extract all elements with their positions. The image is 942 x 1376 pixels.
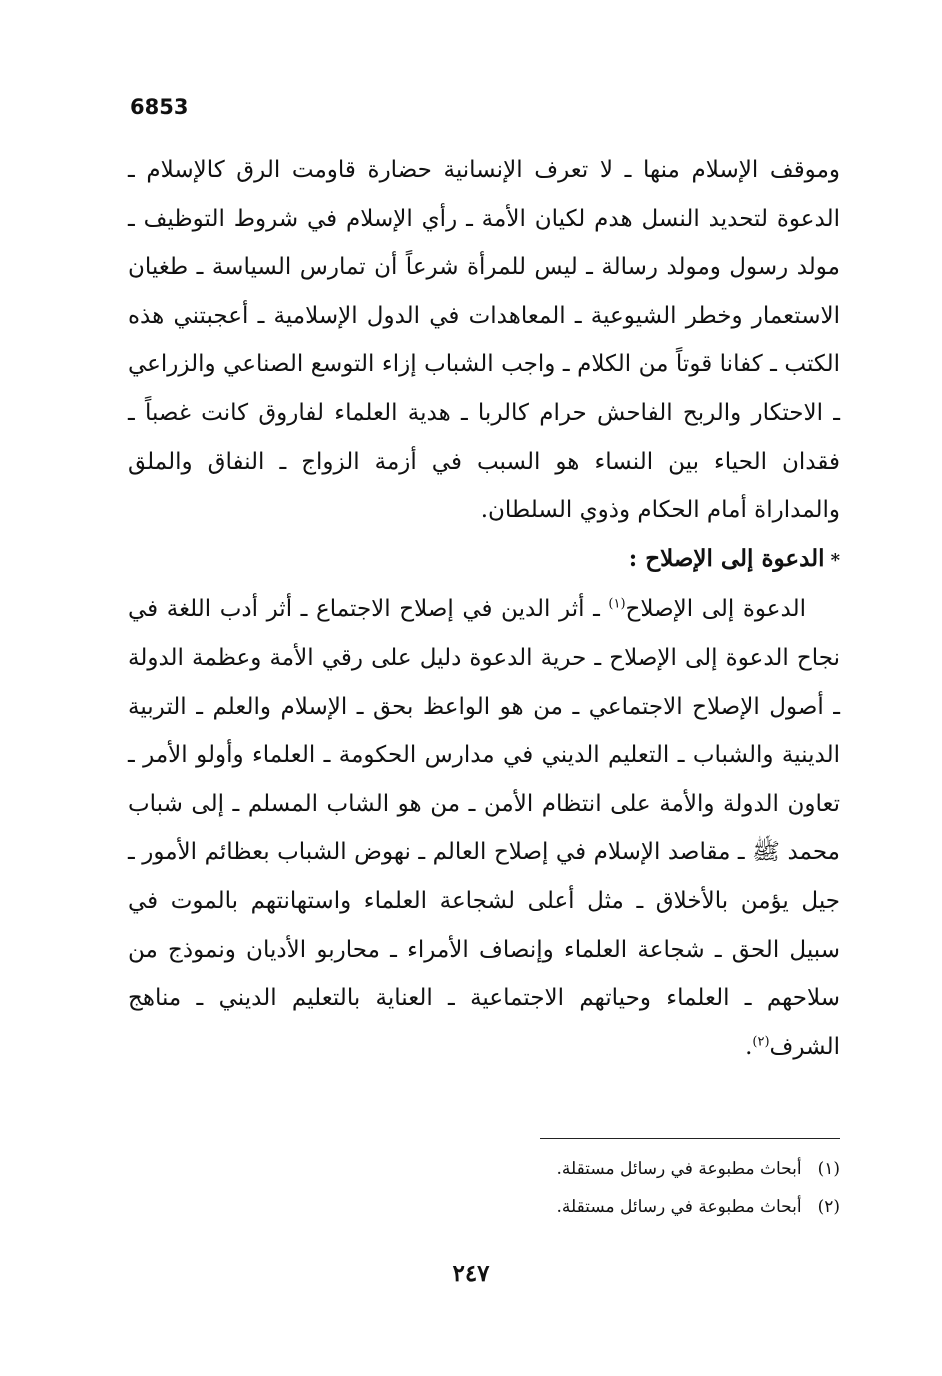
paragraph-body: ـ أثر الدين في إصلاح الاجتماع ـ أثر أدب اللغة في نجاح الدعوة إلى الإصلاح ـ حرية الدعوة دليل على رقي الأمة وعظمة الدولة ـ أصول الإصلاح الاجتماعي ـ من هو الواعظ بحق ـ الإسلام والعلم ـ التربية الدينية والشباب ـ التعليم الديني في مدارس الحكومة ـ العلماء وأولو الأمر ـ تعاون الدولة والأمة على انتظام الأمن ـ من هو الشاب المسلم ـ إلى شباب محمد ﷺ ـ مقاصد الإسلام في إصلاح العالم ـ نهوض الشباب بعظائم الأمور ـ جيل يؤمن بالأخلاق ـ مثل أعلى لشجاعة العلماء واستهانتهم بالموت في سبيل الحق ـ شجاعة العلماء وإنصاف الأمراء ـ محاربو الأديان ونموذج من سلاحهم ـ العلماء وحياتهم الاجتماعية ـ العناية بالتعليم الديني ـ مناهج الشرف — [128, 596, 841, 1060]
paragraph-end: . — [745, 1033, 753, 1060]
footnote-number: (١) — [817, 1159, 840, 1179]
page-id: 6853 — [130, 95, 189, 119]
footnote-item — [128, 1190, 840, 1224]
continued-paragraph: وموقف الإسلام منها ـ لا تعرف الإنسانية حضارة قاومت الرق كالإسلام ـ الدعوة لتحديد النسل هدم لكيان الأمة ـ رأي الإسلام في شروط التوظيف ـ مولد رسول ومولد رسالة ـ ليس للمرأة شرعاً أن تمارس السياسة ـ طغيان الاستعمار وخطر الشيوعية ـ المعاهدات في الدول الإسلامية ـ أعجبتني هذه الكتب ـ كفانا قوتاً من الكلام ـ واجب الشباب إزاء التوسع الصناعي والزراعي ـ الاحتكار والربح الفاحش حرام كالربا ـ هدية العلماء لفاروق كانت غصباً ـ فقدان الحياء بين النساء هو السبب في أزمة الزواج ـ النفاق والملق والمداراة أمام الحكام وذوي السلطان. — [128, 157, 840, 524]
star-bullet-icon: * — [830, 549, 840, 571]
footnote-text: أبحاث مطبوعة في رسائل مستقلة. — [556, 1159, 802, 1179]
page-number: ٢٤٧ — [452, 1260, 490, 1287]
main-text — [128, 146, 840, 1071]
section-heading-text: الدعوة إلى الإصلاح : — [628, 544, 825, 572]
section-paragraph — [128, 585, 840, 1071]
footnote-text: أبحاث مطبوعة في رسائل مستقلة. — [556, 1197, 802, 1217]
footnote-ref-1[interactable]: (١) — [608, 596, 626, 612]
footnote-item — [128, 1152, 840, 1186]
footnote-divider — [540, 1138, 840, 1139]
paragraph-lead: الدعوة إلى الإصلاح — [625, 596, 806, 623]
footnotes — [128, 1152, 840, 1228]
footnote-number: (٢) — [817, 1197, 840, 1217]
footnote-ref-2[interactable]: (٢) — [752, 1034, 770, 1050]
section-heading — [128, 535, 840, 586]
